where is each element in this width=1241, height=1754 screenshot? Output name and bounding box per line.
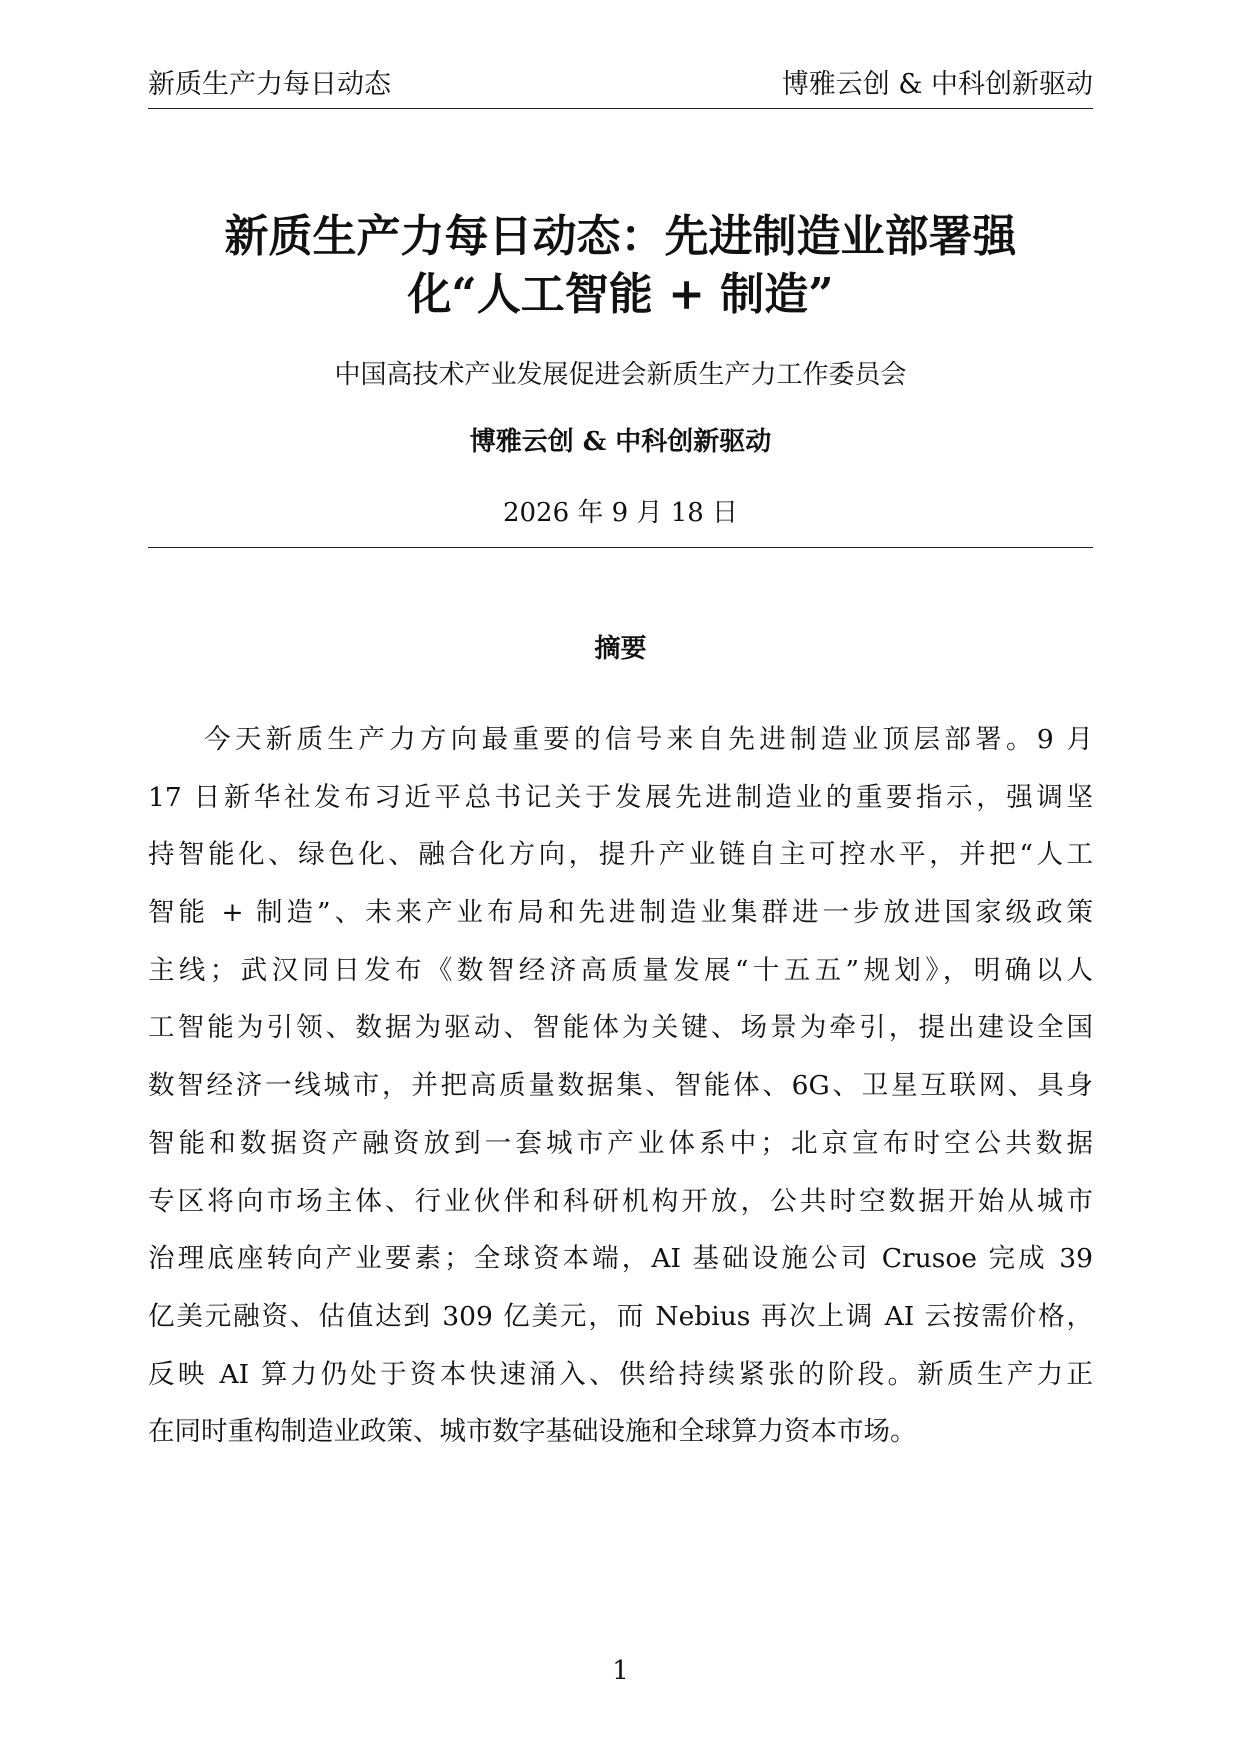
abstract-line: 亿美元融资、估值达到 309 亿美元，而 Nebius 再次上调 AI 云按需价格， <box>148 1300 1093 1332</box>
abstract-line: 在同时重构制造业政策、城市数字基础设施和全球算力资本市场。 <box>148 1416 917 1448</box>
organization: 中国高技术产业发展促进会新质生产力工作委员会 <box>334 360 907 390</box>
abstract-heading: 摘要 <box>594 634 647 664</box>
abstract-line: 数智经济一线城市，并把高质量数据集、智能体、6G、卫星互联网、具身 <box>148 1070 1093 1102</box>
document-title <box>120 208 1121 324</box>
title-divider <box>148 547 1093 548</box>
abstract-line: 今天新质生产力方向最重要的信号来自先进制造业顶层部署。9 月 <box>204 724 1093 755</box>
header-title: 新质生产力每日动态 <box>148 69 391 100</box>
abstract-line: 智能和数据资产融资放到一套城市产业体系中；北京宣布时空公共数据 <box>148 1127 1093 1159</box>
abstract-line: 主线；武汉同日发布《数智经济高质量发展“十五五”规划》，明确以人 <box>148 954 1093 986</box>
abstract-line: 专区将向市场主体、行业伙伴和科研机构开放，公共时空数据开始从城市 <box>148 1185 1093 1217</box>
abstract-line: 智能 + 制造”、未来产业布局和先进制造业集群进一步放进国家级政策 <box>148 897 1093 929</box>
authors: 博雅云创 & 中科创新驱动 <box>469 427 772 457</box>
abstract-line: 17 日新华社发布习近平总书记关于发展先进制造业的重要指示，强调坚 <box>148 781 1093 813</box>
abstract-line: 工智能为引领、数据为驱动、智能体为关键、场景为牵引，提出建设全国 <box>148 1012 1093 1044</box>
abstract-line: 持智能化、绿色化、融合化方向，提升产业链自主可控水平，并把“人工 <box>148 839 1093 871</box>
abstract-line: 反映 AI 算力仍处于资本快速涌入、供给持续紧张的阶段。新质生产力正 <box>148 1358 1093 1390</box>
title-line: 新质生产力每日动态：先进制造业部署强 <box>224 211 1017 262</box>
abstract-body <box>148 711 1093 1461</box>
page-number: 1 <box>612 1656 629 1686</box>
title-line: 化“人工智能 + 制造” <box>407 269 834 320</box>
publication-date: 2026 年 9 月 18 日 <box>502 498 739 528</box>
header-authors: 博雅云创 & 中科创新驱动 <box>781 69 1093 100</box>
running-header <box>148 68 1093 109</box>
abstract-line: 治理底座转向产业要素；全球资本端，AI 基础设施公司 Crusoe 完成 39 <box>148 1243 1093 1275</box>
